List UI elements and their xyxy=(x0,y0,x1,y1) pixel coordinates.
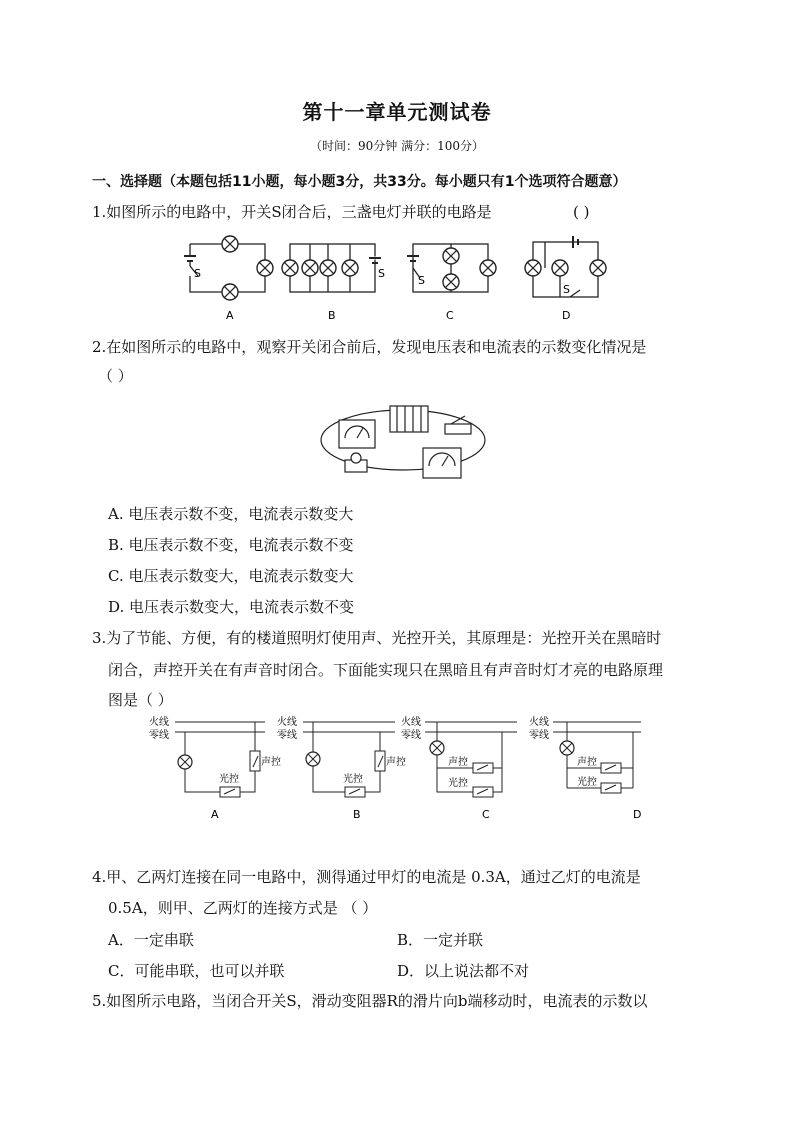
light-label-d: 光控 xyxy=(577,777,597,788)
page-title: 第十一章单元测试卷 xyxy=(302,100,492,124)
question-4-line-1: 4.甲、乙两灯连接在同一电路中，测得通过甲灯的电流是 0.3A，通过乙灯的电流是 xyxy=(92,868,641,886)
question-3-line-2: 闭合，声控开关在有声音时闭合。下面能实现只在黑暗且有声音时灯才亮的电路原理 xyxy=(108,661,664,679)
live-label-b: 火线 xyxy=(277,717,297,728)
q2-option-c: C. 电压表示数变大，电流表示数变大 xyxy=(108,567,354,585)
sound-label-a: 声控 xyxy=(261,757,281,768)
sound-label-c: 声控 xyxy=(448,757,468,768)
question-3-line-3: 图是（ ） xyxy=(108,691,173,709)
question-3-circuits xyxy=(145,712,655,824)
question-2-bracket: （ ） xyxy=(98,367,133,385)
live-label-c: 火线 xyxy=(401,717,421,728)
q3-label-b: B xyxy=(353,808,361,821)
q4-option-c: C．可能串联，也可以并联 xyxy=(108,962,285,980)
circuit-3b xyxy=(303,722,395,797)
label-c: C xyxy=(446,309,454,322)
neutral-label-b: 零线 xyxy=(277,730,297,741)
page-subtitle: （时间：90分钟 满分：100分） xyxy=(310,139,484,153)
q4-option-b: B．一定并联 xyxy=(397,931,484,949)
circuit-b xyxy=(282,244,381,292)
q3-label-d: D xyxy=(633,808,642,821)
neutral-label-a: 零线 xyxy=(149,730,169,741)
question-2-stem: 2.在如图所示的电路中，观察开关闭合前后，发现电压表和电流表的示数变化情况是 xyxy=(92,338,647,356)
question-2-apparatus xyxy=(315,398,490,493)
question-5-line-1: 5.如图所示电路，当闭合开关S，滑动变阻器R的滑片向b端移动时，电流表的示数以 xyxy=(92,992,648,1010)
question-3-line-1: 3.为了节能、方便，有的楼道照明灯使用声、光控开关，其原理是：光控开关在黑暗时 xyxy=(92,629,662,647)
question-1-bracket: ( ) xyxy=(573,203,590,221)
circuit-3d xyxy=(553,722,641,793)
switch-label-c: S xyxy=(418,274,425,287)
switch-label-b: S xyxy=(378,267,385,280)
question-1-stem: 1.如图所示的电路中，开关S闭合后，三盏电灯并联的电路是 xyxy=(92,203,492,221)
question-1-circuits xyxy=(170,232,620,327)
live-label-d: 火线 xyxy=(529,717,549,728)
light-label-c: 光控 xyxy=(448,778,468,789)
label-b: B xyxy=(328,309,336,322)
q4-option-a: A．一定串联 xyxy=(108,931,194,949)
q4-option-d: D．以上说法都不对 xyxy=(397,962,530,980)
label-d: D xyxy=(562,309,571,322)
neutral-label-c: 零线 xyxy=(401,730,421,741)
q2-option-b: B. 电压表示数不变，电流表示数不变 xyxy=(108,536,354,554)
neutral-label-d: 零线 xyxy=(529,730,549,741)
question-4-line-2: 0.5A，则甲、乙两灯的连接方式是 （ ） xyxy=(108,899,378,917)
sound-label-d: 声控 xyxy=(577,757,597,768)
label-a: A xyxy=(226,309,234,322)
light-label-a: 光控 xyxy=(219,774,239,785)
circuit-3c xyxy=(425,722,517,797)
live-label-a: 火线 xyxy=(149,717,169,728)
section-heading: 一、选择题（本题包括11小题，每小题3分，共33分。每小题只有1个选项符合题意） xyxy=(92,174,627,190)
q2-option-a: A. 电压表示数不变，电流表示数变大 xyxy=(108,505,354,523)
q2-option-d: D. 电压表示数变大，电流表示数不变 xyxy=(108,598,355,616)
q3-label-a: A xyxy=(211,808,219,821)
q3-label-c: C xyxy=(482,808,490,821)
switch-label-a: S xyxy=(194,267,201,280)
circuit-3a xyxy=(175,722,265,797)
sound-label-b: 声控 xyxy=(386,757,406,768)
light-label-b: 光控 xyxy=(343,774,363,785)
switch-label-d: S xyxy=(563,283,570,296)
